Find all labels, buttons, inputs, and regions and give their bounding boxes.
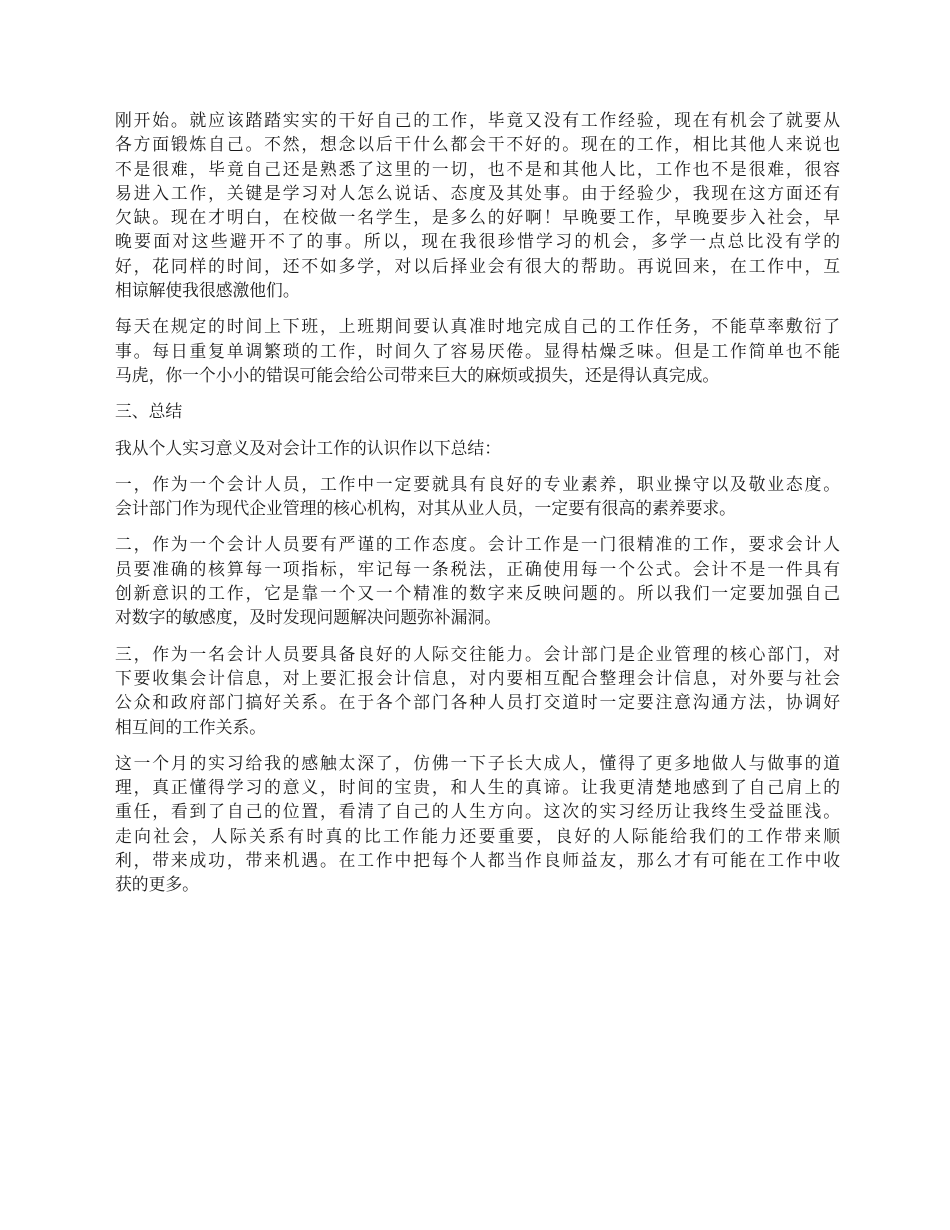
paragraph-point-three xyxy=(115,642,840,739)
text-line: 欠缺。现在才明白，在校做一名学生，是多么的好啊！早晚要工作，早晚要步入社会，早 xyxy=(115,207,840,228)
document-page xyxy=(115,108,840,897)
text-line: 不是很难，毕竟自己还是熟悉了这里的一切，也不是和其他人比，工作也不是很难，很容 xyxy=(115,158,840,179)
section-heading-summary xyxy=(115,399,840,423)
text-line: 对数字的敏感度，及时发现问题解决问题弥补漏洞。 xyxy=(115,607,501,628)
text-line: 事。每日重复单调繁琐的工作，时间久了容易厌倦。显得枯燥乏味。但是工作简单也不能 xyxy=(115,340,840,361)
paragraph-conclusion xyxy=(115,751,840,897)
text-line: 好，花同样的时间，还不如多学，对以后择业会有很大的帮助。再说回来，在工作中，互 xyxy=(115,255,840,276)
text-line: 走向社会，人际关系有时真的比工作能力还要重要，良好的人际能给我们的工作带来顺 xyxy=(115,825,840,846)
text-line: 员要准确的核算每一项指标，牢记每一条税法，正确使用每一个公式。会计不是一件具有 xyxy=(115,558,840,579)
paragraph-internship-reflection xyxy=(115,108,840,302)
text-line: 二，作为一个会计人员要有严谨的工作态度。会计工作是一门很精准的工作，要求会计人 xyxy=(115,534,840,555)
text-line: 晚要面对这些避开不了的事。所以，现在我很珍惜学习的机会，多学一点总比没有学的 xyxy=(115,231,840,252)
text-line: 各方面锻炼自己。不然，想念以后干什么都会干不好的。现在的工作，相比其他人来说也 xyxy=(115,134,840,155)
section-heading-text: 三、总结 xyxy=(115,401,183,422)
text-line: 重任，看到了自己的位置，看清了自己的人生方向。这次的实习经历让我终生受益匪浅。 xyxy=(115,801,840,822)
text-line: 会计部门作为现代企业管理的核心机构，对其从业人员，一定要有很高的素养要求。 xyxy=(115,498,736,519)
text-line: 刚开始。就应该踏踏实实的干好自己的工作，毕竟又没有工作经验，现在有机会了就要从 xyxy=(115,110,840,130)
paragraph-point-two xyxy=(115,532,840,629)
text-line: 这一个月的实习给我的感触太深了，仿佛一下子长大成人，懂得了更多地做人与做事的道 xyxy=(115,752,840,773)
paragraph-point-one xyxy=(115,472,840,521)
text-line: 下要收集会计信息，对上要汇报会计信息，对内要相互配合整理会计信息，对外要与社会 xyxy=(115,667,840,688)
text-line: 创新意识的工作，它是靠一个又一个精准的数字来反映问题的。所以我们一定要加强自己 xyxy=(115,583,840,604)
paragraph-daily-work xyxy=(115,314,840,387)
text-line: 利，带来成功，带来机遇。在工作中把每个人都当作良师益友，那么才有可能在工作中收 xyxy=(115,850,840,871)
text-line: 相谅解使我很感激他们。 xyxy=(115,280,300,301)
text-line: 易进入工作，关键是学习对人怎么说话、态度及其处事。由于经验少，我现在这方面还有 xyxy=(115,182,840,203)
text-line: 相互间的工作关系。 xyxy=(115,716,267,737)
text-line: 每天在规定的时间上下班，上班期间要认真准时地完成自己的工作任务，不能草率敷衍了 xyxy=(115,316,840,337)
text-line: 获的更多。 xyxy=(115,874,199,895)
paragraph-summary-intro xyxy=(115,436,840,460)
text-line: 理，真正懂得学习的意义，时间的宝贵，和人生的真谛。让我更清楚地感到了自己肩上的 xyxy=(115,777,840,798)
text-line: 马虎，你一个小小的错误可能会给公司带来巨大的麻烦或损失，还是得认真完成。 xyxy=(115,364,720,385)
text-line: 三，作为一名会计人员要具备良好的人际交往能力。会计部门是企业管理的核心部门，对 xyxy=(115,643,840,664)
text-line: 一，作为一个会计人员，工作中一定要就具有良好的专业素养，职业操守以及敬业态度。 xyxy=(115,473,840,494)
text-line: 我从个人实习意义及对会计工作的认识作以下总结： xyxy=(115,437,501,458)
text-line: 公众和政府部门搞好关系。在于各个部门各种人员打交道时一定要注意沟通方法，协调好 xyxy=(115,692,840,713)
